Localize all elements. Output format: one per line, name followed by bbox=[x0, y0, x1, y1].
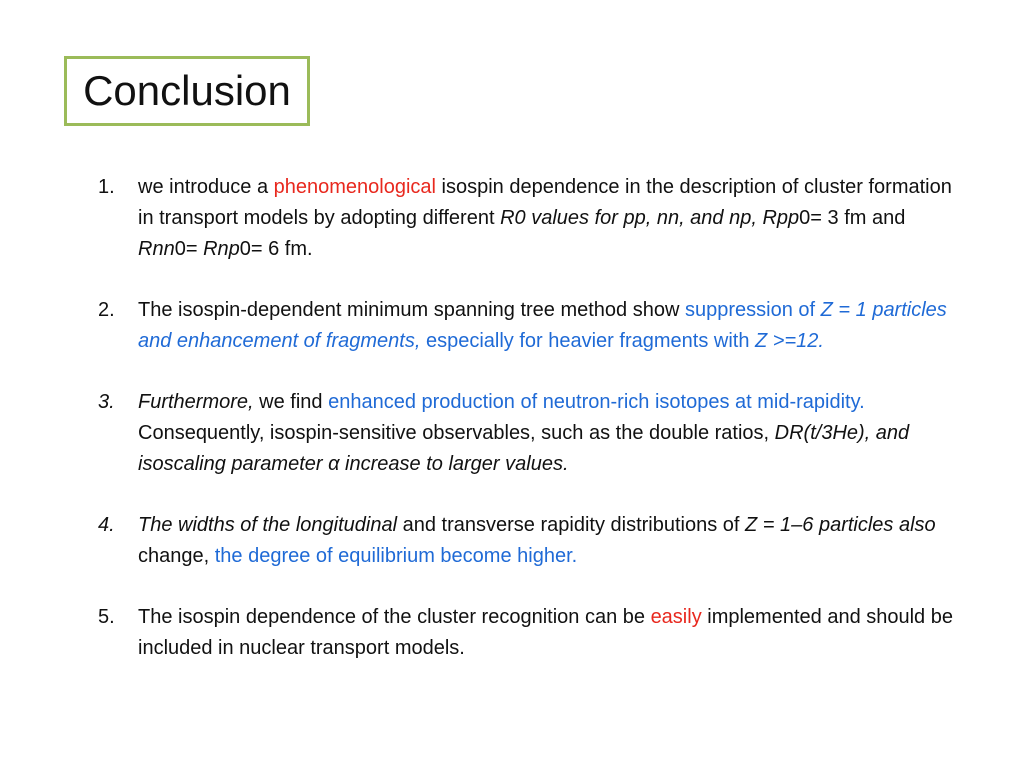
text-segment: isospin dependence in the description of cluster formation in transport models by adopting different bbox=[138, 176, 952, 229]
list-item-3 bbox=[96, 387, 956, 480]
list-item-5 bbox=[96, 602, 956, 664]
item-number: 4. bbox=[98, 514, 115, 536]
highlight-blue: the degree of equilibrium become higher. bbox=[214, 545, 578, 567]
text-segment: 0= bbox=[174, 238, 204, 260]
list-item-1 bbox=[96, 172, 956, 265]
highlight-blue: especially for heavier fragments with bbox=[420, 330, 755, 352]
text-segment: change, bbox=[138, 545, 215, 567]
italic-segment: Furthermore, bbox=[138, 391, 254, 413]
title-box bbox=[64, 56, 310, 126]
text-segment: Consequently, isospin-sensitive observables, such as the double ratios, bbox=[138, 422, 775, 444]
text-segment: we introduce a bbox=[138, 176, 274, 198]
italic-segment: DR(t/3He), and isoscaling parameter α increase to larger values. bbox=[138, 422, 910, 475]
italic-segment: R0 values for pp, nn, and np, Rpp bbox=[500, 207, 800, 229]
text-segment: and transverse rapidity distributions of bbox=[397, 514, 746, 536]
item-number: 2. bbox=[98, 299, 115, 321]
list-item-2 bbox=[96, 295, 956, 357]
italic-segment: Rnp bbox=[203, 238, 240, 260]
italic-segment: The widths of the longitudinal bbox=[138, 514, 398, 536]
highlight-blue-italic: Z >=12. bbox=[755, 330, 824, 352]
item-number: 5. bbox=[98, 606, 115, 628]
highlight-red: phenomenological bbox=[273, 176, 436, 198]
slide-title: Conclusion bbox=[83, 67, 291, 114]
italic-segment: Z = 1–6 particles also bbox=[745, 514, 936, 536]
text-segment: 0= 6 fm. bbox=[239, 238, 313, 260]
list-item-4 bbox=[96, 510, 956, 572]
highlight-blue: suppression of bbox=[684, 299, 821, 321]
text-segment: The isospin dependence of the cluster recognition can be bbox=[138, 606, 651, 628]
item-number: 1. bbox=[98, 176, 115, 198]
conclusion-list bbox=[96, 172, 956, 694]
text-segment: we find bbox=[253, 391, 329, 413]
text-segment: The isospin-dependent minimum spanning tree method show bbox=[138, 299, 685, 321]
highlight-blue: enhanced production of neutron-rich isotopes at mid-rapidity. bbox=[328, 391, 865, 413]
highlight-blue-italic: Z = 1 particles and enhancement of fragments, bbox=[138, 299, 947, 352]
italic-segment: Rnn bbox=[138, 238, 175, 260]
item-number: 3. bbox=[98, 391, 115, 413]
highlight-red: easily bbox=[650, 606, 702, 628]
text-segment: implemented and should be included in nuclear transport models. bbox=[138, 606, 953, 659]
text-segment: 0= 3 fm and bbox=[799, 207, 906, 229]
